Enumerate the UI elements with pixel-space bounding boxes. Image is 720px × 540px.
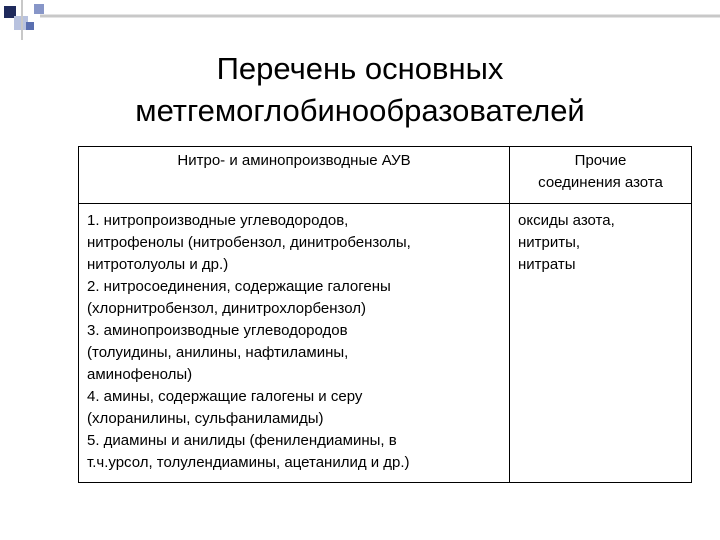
accent-square-blue [26,22,34,30]
other-line: оксиды азота, [518,212,615,229]
list-line: (хлоранилины, сульфаниламиды) [87,410,324,427]
compounds-table [78,146,692,483]
list-line: 4. амины, содержащие галогены и серу [87,388,363,405]
list-line: т.ч.урсол, толулендиамины, ацетанилид и др.) [87,454,410,471]
table-row [79,204,692,483]
list-line: (толуидины, анилины, нафтиламины, [87,344,349,361]
table-header-row [79,147,692,204]
slide-title [60,48,660,132]
cell-aromatic-list [79,204,510,483]
decorative-header-bar [0,0,720,40]
list-line: 2. нитросоединения, содержащие галогены [87,278,391,295]
header-col2-line-2: соединения азота [538,174,663,191]
header-col2-line-1: Прочие [574,152,627,169]
other-line: нитриты, [518,234,581,251]
header-other-nitrogen-compounds [510,147,692,204]
accent-square-small [34,4,44,14]
list-line: нитрофенолы (нитробензол, динитробензолы, [87,234,411,251]
list-line: нитротолуолы и др.) [87,256,229,273]
header-aromatic-compounds: Нитро- и аминопроизводные АУВ [79,147,510,204]
other-line: нитраты [518,256,576,273]
cell-other-compounds [510,204,692,483]
list-line: 3. аминопроизводные углеводородов [87,322,348,339]
list-line: аминофенолы) [87,366,193,383]
list-line: 1. нитропроизводные углеводородов, [87,212,349,229]
list-line: (хлорнитробензол, динитрохлорбензол) [87,300,366,317]
list-line: 5. диамины и анилиды (фенилендиамины, в [87,432,397,449]
slide-title-line-2: метгемоглобинообразователей [135,93,585,128]
slide-title-line-1: Перечень основных [216,51,504,86]
